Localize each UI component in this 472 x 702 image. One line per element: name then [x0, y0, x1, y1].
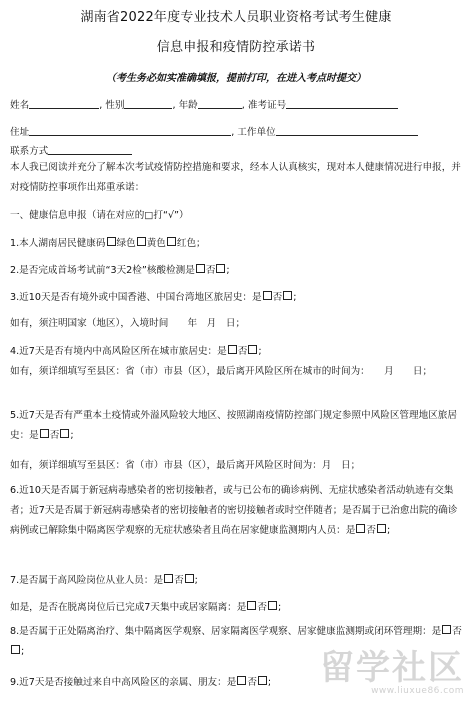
q7-follow-checkbox-yes[interactable]: [247, 601, 256, 610]
q1-text: 1.本人湖南居民健康码: [10, 238, 106, 249]
address-label: 住址: [10, 127, 30, 138]
q1-checkbox-yellow[interactable]: [137, 237, 146, 246]
q5-checkbox-no[interactable]: [60, 429, 69, 438]
q3-no-label: 否: [272, 292, 283, 303]
document-title-line-2: 信息申报和疫情防控承诺书: [156, 40, 316, 55]
q9-checkbox-yes[interactable]: [237, 676, 246, 685]
question-3: 3.近10天是否有境外或中国香港、中国台湾地区旅居史：是 否 ;: [10, 292, 297, 303]
q1-checkbox-green[interactable]: [107, 237, 116, 246]
age-field[interactable]: [198, 98, 242, 109]
document-title-line-1: 湖南省2022年度专业技术人员职业资格考试考生健康: [80, 10, 392, 25]
q7-follow-up: 如是，是否在脱离岗位后已完成7天集中或居家隔离：是 否 ;: [10, 602, 282, 613]
q2-no-label: 否: [205, 265, 216, 276]
gender-label: 性别: [105, 100, 125, 111]
q7-checkbox-no[interactable]: [185, 574, 194, 583]
question-7: 7.是否属于高风险岗位从业人员：是 否 ;: [10, 575, 198, 586]
q8-text: 8.是否属于正处隔离治疗、集中隔离医学观察、居家隔离医学观察、居家健康监测期或闭环管理期：是: [10, 626, 442, 637]
q7-follow-text: 如是，是否在脱离岗位后已完成7天集中或居家隔离：是: [10, 602, 247, 613]
q6-checkbox-yes[interactable]: [356, 524, 365, 533]
q9-text: 9.近7天是否接触过来自中高风险区的亲属、朋友：是: [10, 677, 237, 688]
question-6: 6.近10天是否属于新冠病毒感染者的密切接触者，或与已公布的确诊病例、无症状感染者活动轨迹有交集者；近7天是否属于新冠病毒感染者的密切接触者的密切接触者或时空伴随者；是否属于已治愈出院的确诊病例或已解除集中隔离医学观察的无症状感染者且尚在居家健康监测期内人员：是 否 ;: [10, 485, 458, 536]
q1-checkbox-red[interactable]: [167, 237, 176, 246]
contact-field[interactable]: [48, 144, 132, 155]
q9-no-label: 否: [247, 677, 257, 688]
q4-follow-up: 如有，须详细填写至县区：省（市）市县（区），最后离开风险区所在城市的时间为： 月 日；: [10, 366, 433, 377]
q8-checkbox-no[interactable]: [11, 645, 20, 654]
gender-field[interactable]: [124, 98, 172, 109]
question-2: 2.是否完成首场考试前“3天2检”核酸检测是 否 ;: [10, 265, 230, 276]
q7-follow-checkbox-no[interactable]: [268, 601, 277, 610]
q2-checkbox-no[interactable]: [216, 264, 225, 273]
q4-no-label: 否: [237, 346, 248, 357]
q6-checkbox-no[interactable]: [377, 524, 386, 533]
q9-checkbox-no[interactable]: [258, 676, 267, 685]
personal-info-row-2: 住址 , 工作单位: [10, 125, 465, 139]
q4-checkbox-no[interactable]: [248, 345, 257, 354]
q1-opt-yellow: 黄色: [146, 238, 166, 249]
q5-checkbox-yes[interactable]: [40, 429, 49, 438]
ticket-label: 准考证号: [247, 100, 287, 111]
q3-checkbox-yes[interactable]: [263, 291, 272, 300]
question-4: 4.近7天是否有境内中高风险区所在城市旅居史：是 否 ;: [10, 346, 262, 357]
address-field[interactable]: [29, 125, 231, 136]
workplace-label: 工作单位: [237, 127, 276, 138]
question-5: 5.近7天是否有严重本土疫情或外溢风险较大地区、按照湖南疫情防控部门规定参照中风险区管理地区旅居史：是 否 ;: [10, 410, 457, 441]
question-8: 8.是否属于正处隔离治疗、集中隔离医学观察、居家隔离医学观察、居家健康监测期或闭环管理期：是 否;: [10, 626, 462, 657]
submission-notice: （考生务必如实准确填报，提前打印，在进入考点时提交）: [106, 73, 366, 84]
q8-checkbox-yes[interactable]: [442, 625, 451, 634]
question-1: [10, 237, 465, 250]
question-9: 9.近7天是否接触过来自中高风险区的亲属、朋友：是 否 ;: [10, 677, 272, 688]
q7-follow-no-label: 否: [257, 602, 267, 613]
q7-text: 7.是否属于高风险岗位从业人员：是: [10, 575, 164, 586]
q2-text: 2.是否完成首场考试前“3天2检”核酸检测是: [10, 265, 195, 276]
q3-text: 3.近10天是否有境外或中国香港、中国台湾地区旅居史：是: [10, 292, 262, 303]
q3-follow-up: 如有，须注明国家（地区），入境时间 年 月 日；: [10, 318, 246, 329]
q3-checkbox-no[interactable]: [283, 291, 292, 300]
personal-info-row-3: [10, 144, 465, 158]
intro-paragraph: 本人我已阅读并充分了解本次考试疫情防控措施和要求，经本人认真核实，现对本人健康情况进行申报，并对疫情防控事项作出郑重承诺：: [10, 162, 461, 193]
q2-checkbox-yes[interactable]: [196, 264, 205, 273]
name-field[interactable]: [29, 98, 99, 109]
personal-info-row-1: 姓名 , 性别 , 年龄 , 准考证号: [10, 98, 465, 112]
site-watermark: [320, 650, 464, 696]
watermark-logo-text: 留学社区: [320, 648, 464, 688]
age-label: 年龄: [178, 100, 198, 111]
q5-text: 5.近7天是否有严重本土疫情或外溢风险较大地区、按照湖南疫情防控部门规定参照中风险区管理地区旅居史：是: [10, 410, 457, 441]
q4-checkbox-yes[interactable]: [228, 345, 237, 354]
q5-no-label: 否: [49, 430, 60, 441]
q4-text: 4.近7天是否有境内中高风险区所在城市旅居史：是: [10, 346, 227, 357]
name-label: 姓名: [10, 100, 30, 111]
q7-no-label: 否: [174, 575, 184, 586]
ticket-field[interactable]: [286, 98, 398, 109]
q7-checkbox-yes[interactable]: [164, 574, 173, 583]
workplace-field[interactable]: [276, 125, 418, 136]
q6-text: 6.近10天是否属于新冠病毒感染者的密切接触者，或与已公布的确诊病例、无症状感染者活动轨迹有交集者；近7天是否属于新冠病毒感染者的密切接触者的密切接触者或时空伴随者；是否属于已治愈出院的确诊病例或已解除集中隔离医学观察的无症状感染者且尚在居家健康监测期内人员：是: [10, 485, 458, 536]
q8-no-label: 否: [452, 626, 462, 637]
q1-opt-green: 绿色: [116, 238, 136, 249]
contact-label: 联系方式: [10, 146, 49, 157]
watermark-url: www.liuxue86.com: [371, 686, 464, 696]
q5-follow-up: 如有，须详细填写至县区：省（市）市县（区），最后离开风险区时间为：月 日；: [10, 460, 361, 471]
section-1-heading: 一、健康信息申报（请在对应的□打“√”）: [10, 210, 189, 221]
q6-no-label: 否: [366, 525, 376, 536]
q1-opt-red: 红色；: [176, 238, 206, 249]
